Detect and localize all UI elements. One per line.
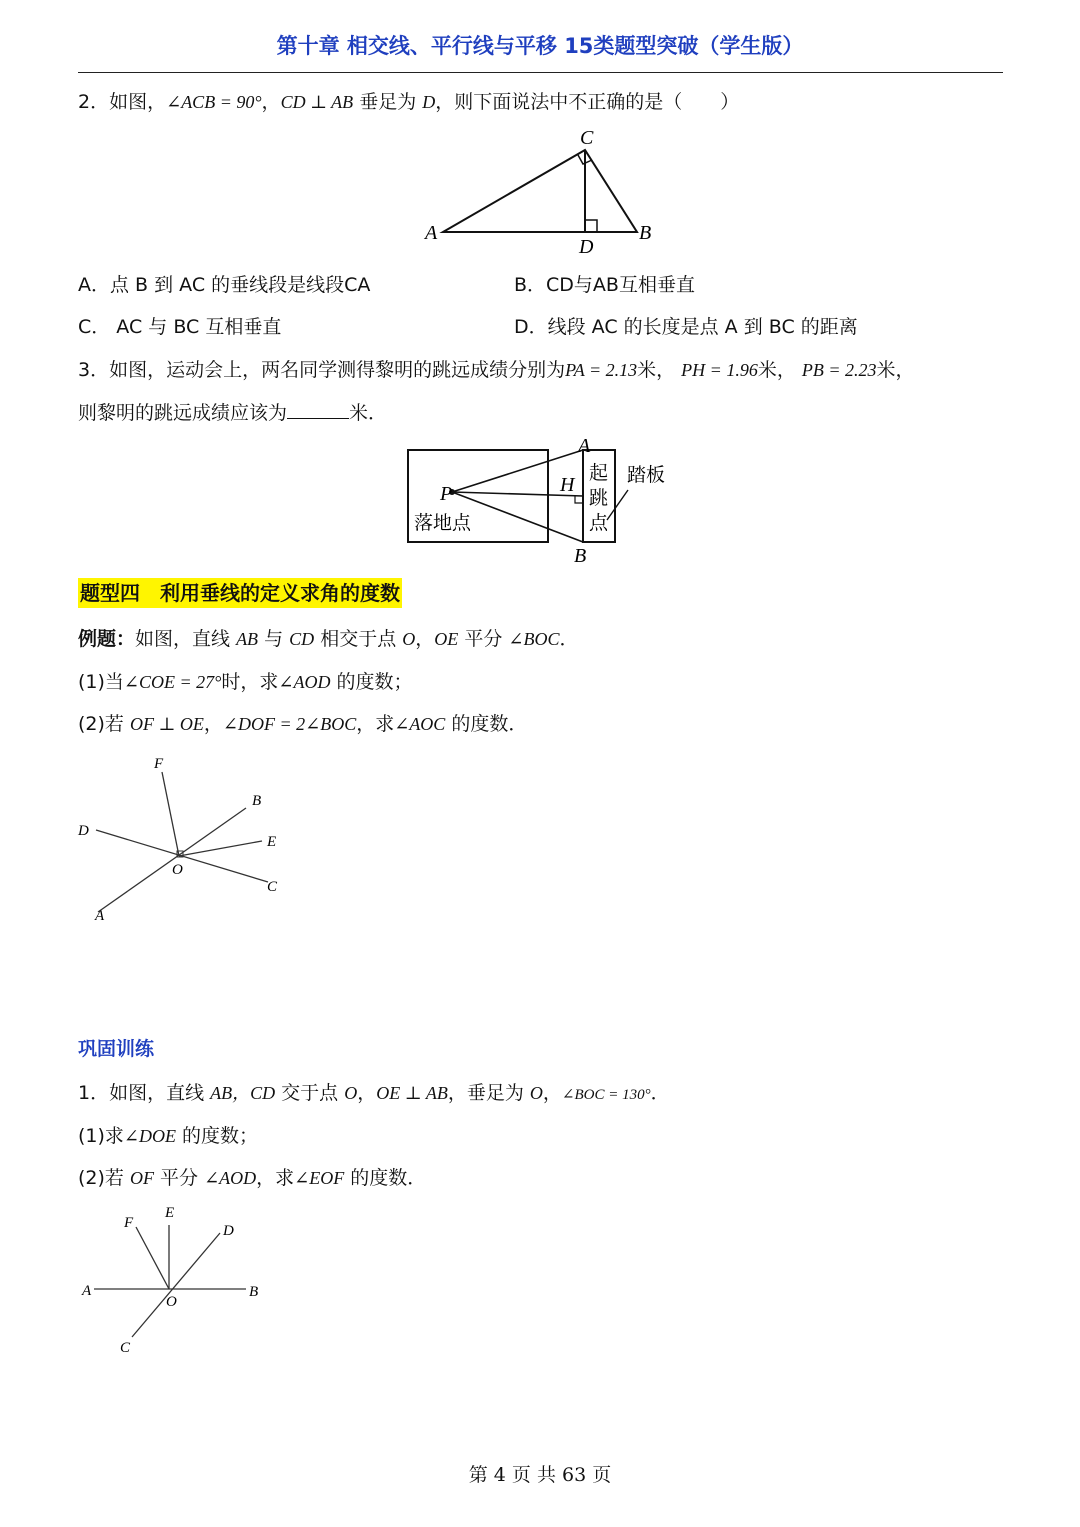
practice-p2-aod: ∠AOD xyxy=(204,1168,257,1188)
example-text-c: 平分 xyxy=(458,628,509,650)
practice-p1-end: 的度数； xyxy=(176,1125,259,1147)
label-o: O xyxy=(172,862,183,878)
label-a: A xyxy=(95,908,105,924)
q3-text-c: 米． xyxy=(349,402,388,424)
example-with: 与 xyxy=(258,628,290,650)
q2-number: 2． xyxy=(78,91,110,113)
q2-text-a: 如图， xyxy=(109,91,167,113)
practice-p2-mid: 平分 xyxy=(153,1167,205,1189)
part1-expr: ∠COE = 27° xyxy=(123,672,222,692)
example-label: 例题： xyxy=(78,628,136,650)
example-ab: AB xyxy=(236,629,259,649)
q2-stem xyxy=(78,87,739,114)
practice-part-1 xyxy=(78,1121,258,1148)
practice-p1-target: ∠DOE xyxy=(123,1126,176,1146)
practice-q1-stem xyxy=(78,1078,670,1105)
example-comma: ， xyxy=(415,628,435,650)
q3-unit3: 米， xyxy=(876,359,915,381)
practice-p2-target: ∠EOF xyxy=(294,1168,345,1188)
practice-title: 巩固训练 xyxy=(78,1038,155,1060)
ray-oe xyxy=(179,841,262,856)
q2-text-c: ，则下面说法中不正确的是（ ） xyxy=(435,91,740,113)
label-h: H xyxy=(560,474,575,496)
label-o: O xyxy=(166,1294,177,1310)
label-d: D xyxy=(223,1223,234,1239)
part2-expr2: ∠DOF = 2∠BOC xyxy=(222,714,357,734)
practice-text-c: ，垂足为 xyxy=(447,1082,530,1104)
q2-text-b: 垂足为 xyxy=(353,91,423,113)
example-part-2 xyxy=(78,709,527,736)
q3-stem-line2 xyxy=(78,398,387,425)
practice-o2: O xyxy=(529,1083,543,1103)
label-f: F xyxy=(154,756,164,772)
practice-comma: ， xyxy=(357,1082,377,1104)
practice-text-b: 交于点 xyxy=(275,1082,345,1104)
part2-mid: ，求 xyxy=(356,713,395,735)
q2-option-a: A．点 B 到 AC 的垂线段是线段CA xyxy=(78,274,371,296)
practice-period: ． xyxy=(650,1082,670,1104)
label-d: D xyxy=(579,236,594,258)
q2-foot: D xyxy=(422,92,436,112)
label-f: F xyxy=(124,1215,134,1231)
part2-expr1: OF ⊥ OE xyxy=(129,714,204,734)
q3-unit1: 米， xyxy=(637,359,676,381)
page-header-title: 第十章 相交线、平行线与平移 15类题型突破（学生版） xyxy=(276,34,804,58)
landing-label: 落地点 xyxy=(414,512,472,534)
takeoff-char-1: 起 xyxy=(589,462,609,484)
label-e: E xyxy=(267,834,277,850)
line-cd xyxy=(132,1233,220,1337)
example-cd: CD xyxy=(289,629,315,649)
practice-angle: ∠BOC = 130° xyxy=(561,1087,651,1103)
label-b: B xyxy=(249,1284,259,1300)
q3-long-jump-figure xyxy=(400,432,690,570)
part2-end: 的度数． xyxy=(445,713,528,735)
q3-unit2: 米， xyxy=(757,359,796,381)
practice-part-2 xyxy=(78,1163,426,1190)
example-o: O xyxy=(402,629,416,649)
q2-option-d: D．线段 AC 的长度是点 A 到 BC 的距离 xyxy=(514,316,858,338)
q3-pb: PB = 2.23 xyxy=(801,360,877,380)
practice-comma2: ， xyxy=(542,1082,562,1104)
part2-sep: ， xyxy=(203,713,223,735)
label-c: C xyxy=(120,1340,131,1356)
practice-p2-end: 的度数． xyxy=(344,1167,427,1189)
label-c: C xyxy=(580,127,594,149)
label-a: A xyxy=(82,1283,92,1299)
practice-number: 1． xyxy=(78,1082,110,1104)
practice-perp: OE ⊥ AB xyxy=(376,1083,448,1103)
board-pointer xyxy=(607,490,628,520)
q3-text-b: 则黎明的跳远成绩应该为 xyxy=(78,402,288,424)
triangle-abc xyxy=(443,150,637,232)
q2-triangle-figure xyxy=(415,122,665,262)
practice-lines: AB，CD xyxy=(210,1083,276,1103)
example-period: ． xyxy=(559,628,579,650)
q2-perp-expr: CD ⊥ AB xyxy=(280,92,354,112)
board-label: 踏板 xyxy=(627,464,666,486)
q2-option-c: C． AC 与 BC 互相垂直 xyxy=(78,316,282,338)
part2-target: ∠AOC xyxy=(394,714,446,734)
segment-pb xyxy=(452,492,583,542)
q3-ph: PH = 1.96 xyxy=(681,360,758,380)
right-angle-h xyxy=(575,496,583,503)
part1-end: 的度数； xyxy=(330,671,413,693)
practice-p2-expr: OF xyxy=(129,1168,154,1188)
example-boc: ∠BOC xyxy=(508,629,560,649)
right-angle-d xyxy=(585,220,597,232)
example-part-1 xyxy=(78,667,413,694)
ray-of xyxy=(136,1227,169,1289)
page-footer: 第 4 页 共 63 页 xyxy=(468,1464,612,1486)
takeoff-char-3: 点 xyxy=(589,512,609,534)
practice-figure xyxy=(70,1195,280,1365)
label-b: B xyxy=(252,793,262,809)
header-rule xyxy=(78,72,1003,73)
q3-text-a: 如图，运动会上，两名同学测得黎明的跳远成绩分别为 xyxy=(109,359,566,381)
label-b: B xyxy=(574,545,587,567)
part1-prefix: (1)当 xyxy=(78,671,124,693)
practice-o: O xyxy=(344,1083,358,1103)
label-p: P xyxy=(440,483,453,505)
q2-sep1: ， xyxy=(261,91,281,113)
practice-p2-mid2: ，求 xyxy=(256,1167,295,1189)
example-text-a: 如图，直线 xyxy=(135,628,237,650)
example-text-b: 相交于点 xyxy=(314,628,403,650)
part2-prefix: (2)若 xyxy=(78,713,130,735)
example-figure xyxy=(70,750,300,930)
label-b: B xyxy=(639,222,652,244)
q2-angle-expr: ∠ACB = 90° xyxy=(166,92,262,112)
label-a: A xyxy=(425,222,438,244)
practice-text-a: 如图，直线 xyxy=(109,1082,211,1104)
practice-p2-prefix: (2)若 xyxy=(78,1167,130,1189)
takeoff-char-2: 跳 xyxy=(589,487,609,509)
label-d: D xyxy=(78,823,89,839)
label-a: A xyxy=(578,435,591,457)
ray-of xyxy=(162,772,179,856)
q3-number: 3． xyxy=(78,359,110,381)
practice-p1-prefix: (1)求 xyxy=(78,1125,124,1147)
part1-target: ∠AOD xyxy=(278,672,331,692)
section-4-title: 题型四 利用垂线的定义求角的度数 xyxy=(78,578,402,608)
q2-option-b: B．CD与AB互相垂直 xyxy=(514,274,695,296)
q3-stem-line1 xyxy=(78,355,915,382)
label-c: C xyxy=(267,879,278,895)
part1-suffix: 时，求 xyxy=(221,671,279,693)
example-oe: OE xyxy=(434,629,459,649)
q3-answer-blank[interactable] xyxy=(287,402,349,419)
example-stem xyxy=(78,624,578,651)
label-e: E xyxy=(165,1205,175,1221)
q3-pa: PA = 2.13 xyxy=(565,360,638,380)
